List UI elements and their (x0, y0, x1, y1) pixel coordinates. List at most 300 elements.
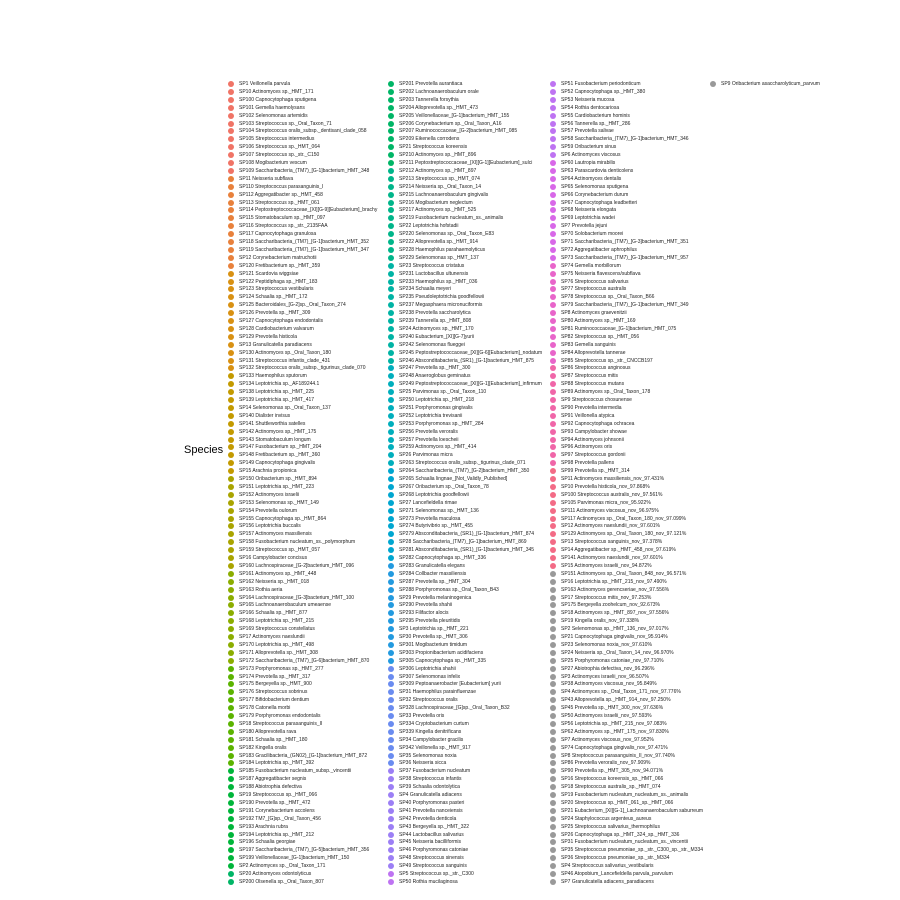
legend-label: SP8 Streptococcus parasanguinis_II_nov_97.740% (561, 752, 675, 759)
legend-label: SP16 Streptococcus koreensis_sp._HMT_066 (561, 776, 664, 783)
legend-label: SP188 Abiotrophia defectiva (239, 784, 302, 791)
legend-label: SP24 Actinomyces sp._HMT_170 (399, 325, 474, 332)
legend-label: SP13 Streptococcus sanguinis_nov_97.378% (561, 539, 663, 546)
legend-label: SP109 Saccharibacteria_(TM7)_[G-1]bacterium_HMT_348 (239, 167, 370, 174)
legend-label: SP238 Prevotella saccharolytica (399, 310, 471, 317)
legend-swatch (228, 389, 234, 395)
legend-label: SP70 Solobacterium moorei (561, 231, 624, 238)
legend-swatch (228, 144, 234, 150)
legend-swatch (388, 373, 394, 379)
legend-swatch (388, 192, 394, 198)
legend-swatch (228, 800, 234, 806)
legend-label: SP282 Capnocytophaga sp._HMT_336 (399, 555, 487, 561)
legend-swatch (550, 318, 556, 324)
legend-swatch (550, 674, 556, 680)
legend-label: SP2 Selenomonas sp._HMT_136_nov_97.017% (561, 626, 669, 633)
legend-swatch (388, 168, 394, 174)
legend-swatch (388, 563, 394, 569)
legend-label: SP15 Actinomyces israelii_nov_94.872% (561, 562, 652, 569)
legend-label: SP40 Porphyromonas pasteri (399, 799, 465, 806)
legend-label: SP242 Selenomonas flueggei (399, 341, 465, 348)
legend-label: SP91 Veillonella atypica (561, 412, 615, 419)
legend-swatch (550, 302, 556, 308)
legend-label: SP24 Neisseria sp._Oral_Taxon_14_nov_96.970% (561, 649, 674, 656)
legend-label: SP158 Fusobacterium nucleatum_ss._polymorphum (239, 539, 356, 546)
legend-swatch (550, 658, 556, 664)
legend-label: SP133 Haemophilus sputorum (239, 373, 307, 380)
legend-label: SP25 Streptococcus salivarius_thermophilus (561, 823, 660, 830)
legend-swatch (550, 808, 556, 814)
legend-swatch (388, 784, 394, 790)
legend-swatch (550, 105, 556, 111)
legend-swatch (550, 839, 556, 845)
legend-label: SP13 Granulicatella paradiacens (239, 341, 312, 348)
legend-label: SP42 Prevotella denticola (399, 815, 457, 822)
legend-label: SP99 Prevotella sp._HMT_314 (561, 468, 630, 475)
legend-label: SP141 Actinomyces naeslundii_nov_97.601% (561, 555, 663, 561)
legend-label: SP3 Actinomyces israelii_nov_96.507% (561, 673, 649, 680)
legend-label: SP119 Saccharibacteria_(TM7)_[G-1]bacterium_HMT_347 (239, 246, 369, 253)
legend-swatch (550, 358, 556, 364)
legend-label: SP129 Prevotella histicola (239, 333, 298, 340)
legend-label: SP293 Filifactor alocis (399, 610, 449, 617)
legend-swatch (228, 595, 234, 601)
legend-swatch (388, 634, 394, 640)
legend-swatch (550, 768, 556, 774)
legend-label: SP249 Peptostreptococcaceae_[XI][G-1][Eubacterium]_infirmum (399, 381, 542, 388)
legend-label: SP4 Granulicatella adiacens (399, 792, 462, 798)
legend-swatch (550, 263, 556, 269)
legend-swatch (388, 618, 394, 624)
legend-label: SP215 Lachnoanaerobaculum gingivalis (399, 191, 489, 198)
legend-swatch (388, 721, 394, 727)
legend-swatch (228, 555, 234, 561)
legend-swatch (550, 697, 556, 703)
legend-swatch (388, 745, 394, 751)
legend-swatch (550, 666, 556, 672)
legend-label: SP36 Streptococcus pneumoniae_sp._str._M334 (561, 855, 670, 862)
legend-label: SP12 Actinomyces naeslundii_nov_97.601% (561, 523, 660, 530)
legend-label: SP101 Gemella haemolysans (239, 104, 305, 111)
legend-label: SP28 Saccharibacteria_(TM7)_[G-1]bacterium_HMT_869 (399, 539, 527, 546)
legend-label: SP265 Schaalia lingnae_[Not_Validly_Published] (399, 476, 508, 482)
legend-label: SP134 Leptotrichia sp._AF189244.1 (239, 381, 320, 388)
legend-label: SP155 Capnocytophaga sp._HMT_864 (239, 515, 327, 522)
legend-swatch (550, 705, 556, 711)
legend-label: SP174 Prevotella sp._HMT_317 (239, 673, 311, 680)
legend-swatch (388, 697, 394, 703)
legend-label: SP268 Leptotrichia goodfellowii (399, 491, 469, 498)
legend-label: SP110 Streptococcus parasanguinis_I (239, 183, 324, 190)
legend-label: SP54 Rothia dentocariosa (561, 104, 620, 111)
legend-label: SP19 Fusobacterium nucleatum_nucleatum_ss._animalis (561, 792, 689, 798)
legend-swatch (550, 231, 556, 237)
legend-label: SP94 Actinomyces johnsonii (561, 436, 624, 443)
legend-label: SP88 Streptococcus mutans (561, 381, 625, 388)
legend-label: SP43 Bergeyella sp._HMT_322 (399, 823, 470, 830)
legend-swatch (388, 642, 394, 648)
legend-swatch (228, 247, 234, 253)
legend-swatch (388, 863, 394, 869)
legend-swatch (550, 579, 556, 585)
legend-swatch (228, 697, 234, 703)
legend-swatch (388, 587, 394, 593)
legend-label: SP127 Capnocytophaga endodontalis (239, 318, 323, 324)
legend-label: SP81 Ruminococcaceae_[G-1]bacterium_HMT_075 (561, 325, 677, 332)
legend-swatch (228, 310, 234, 316)
legend-swatch (228, 531, 234, 537)
legend-swatch (388, 144, 394, 150)
legend-label: SP19 Kingella oralis_nov_97.338% (561, 618, 640, 625)
legend-label: SP30 Prevotella sp._HMT_306 (399, 634, 468, 640)
legend-swatch (388, 421, 394, 427)
legend-swatch (550, 571, 556, 577)
legend-label: SP26 Parvimonas micra (399, 452, 453, 459)
legend-label: SP147 Fusobacterium sp._HMT_204 (239, 444, 322, 451)
legend-swatch (388, 555, 394, 561)
legend-label: SP80 Actinomyces sp._HMT_169 (561, 318, 636, 324)
legend-label: SP20 Streptococcus sp._HMT_061_sp._HMT_066 (561, 799, 674, 806)
legend-swatch (388, 239, 394, 245)
legend-label: SP205 Veillonellaceae_[G-1]bacterium_HMT_155 (399, 112, 510, 119)
legend-label: SP102 Selenomonas artemidis (239, 112, 308, 119)
legend-label: SP237 Megasphaera micronuciformis (399, 302, 483, 309)
legend-label: SP24 Staphylococcus argenteus_aureus (561, 815, 652, 822)
legend-swatch (388, 97, 394, 103)
legend-swatch (228, 468, 234, 474)
legend-swatch (228, 737, 234, 743)
legend-swatch (228, 413, 234, 419)
legend-swatch (550, 294, 556, 300)
legend-label: SP176 Streptococcus sobrinus (239, 689, 308, 696)
legend-swatch (388, 681, 394, 687)
legend-label: SP334 Cryptobacterium curtum (399, 720, 469, 727)
legend-label: SP283 Granulicatella elegans (399, 562, 465, 569)
legend-swatch (228, 255, 234, 261)
legend-swatch (550, 547, 556, 553)
legend-swatch (228, 816, 234, 822)
legend-label: SP156 Leptotrichia buccalis (239, 523, 301, 530)
legend-swatch (388, 247, 394, 253)
legend-label: SP288 Porphyromonas sp._Oral_Taxon_B43 (399, 586, 499, 593)
legend-swatch (388, 792, 394, 798)
legend-swatch (228, 745, 234, 751)
legend-swatch (550, 650, 556, 656)
legend-swatch (228, 97, 234, 103)
legend-swatch (388, 713, 394, 719)
legend-label: SP247 Prevotella sp._HMT_300 (399, 365, 471, 372)
legend-swatch (228, 168, 234, 174)
legend-swatch (388, 476, 394, 482)
legend-label: SP71 Saccharibacteria_(TM7)_[G-3]bacterium_HMT_351 (561, 239, 689, 245)
legend-label: SP74 Capnocytophaga gingivalis_nov_97.471% (561, 744, 668, 751)
legend-label: SP295 Prevotella pleuritidis (399, 618, 461, 625)
legend-label: SP21 Capnocytophaga gingivalis_nov_95.914% (561, 634, 668, 640)
legend-label: SP1 Veillonella parvula (239, 81, 291, 87)
legend-label: SP106 Streptococcus sp._HMT_064 (239, 144, 320, 151)
legend-swatch (228, 381, 234, 387)
legend-label: SP52 Capnocytophaga sp._HMT_380 (561, 88, 646, 95)
legend-label: SP162 Neisseria sp._HMT_018 (239, 578, 310, 585)
legend-label: SP18 Actinomyces sp._HMT_897_nov_97.556% (561, 610, 669, 617)
legend-swatch (228, 89, 234, 95)
legend-label: SP16 Leptotrichia sp._HMT_215_nov_97.490% (561, 578, 667, 585)
legend-label: SP31 Haemophilus parainfluenzae (399, 689, 476, 696)
legend-label: SP253 Porphyromonas sp._HMT_284 (399, 420, 484, 427)
legend-label: SP12 Corynebacterium matruchotii (239, 254, 317, 261)
legend-label: SP148 Fretibacterium sp._HMT_360 (239, 452, 321, 459)
legend-swatch (550, 832, 556, 838)
legend-swatch (710, 81, 716, 87)
legend-swatch (228, 508, 234, 514)
legend-label: SP72 Aggregatibacter aphrophilus (561, 246, 637, 253)
legend-swatch (228, 302, 234, 308)
legend-label: SP57 Prevotella salivae (561, 128, 614, 135)
legend-swatch (228, 579, 234, 585)
legend-swatch (228, 658, 234, 664)
legend-label: SP303 Propionibacterium acidifaciens (399, 649, 484, 656)
legend-label: SP203 Tannerella forsythia (399, 96, 459, 103)
legend-swatch (228, 863, 234, 869)
legend-label: SP140 Dialister invisus (239, 412, 291, 419)
legend-swatch (550, 342, 556, 348)
legend-label: SP220 Selenomonas sp._Oral_Taxon_E83 (399, 231, 495, 238)
legend-label: SP219 Fusobacterium nucleatum_ss._animalis (399, 215, 504, 222)
legend-label: SP194 Leptotrichia sp._HMT_212 (239, 831, 315, 838)
legend-label: SP196 Schaalia georgiae (239, 839, 296, 846)
legend-label: SP17 Actinomyces naeslundii (239, 634, 305, 640)
legend-swatch (550, 326, 556, 332)
legend-label: SP157 Actinomyces massiliensis (239, 531, 312, 538)
legend-label: SP76 Streptococcus salivarius (561, 278, 629, 285)
legend-label: SP251 Porphyromonas gingivalis (399, 404, 473, 411)
legend-swatch (388, 437, 394, 443)
legend-swatch (388, 579, 394, 585)
legend-label: SP4 Actinomyces sp._Oral_Taxon_171_nov_97.776% (561, 689, 681, 696)
legend-label: SP168 Leptotrichia sp._HMT_215 (239, 618, 315, 625)
legend-swatch (388, 318, 394, 324)
legend-swatch (550, 460, 556, 466)
legend-swatch (388, 602, 394, 608)
legend-label: SP213 Streptococcus sp._HMT_074 (399, 175, 480, 182)
legend-swatch (388, 113, 394, 119)
legend-swatch (388, 839, 394, 845)
legend-label: SP103 Streptococcus sp._Oral_Taxon_71 (239, 120, 332, 127)
legend-swatch (550, 531, 556, 537)
legend-label: SP126 Prevotella sp._HMT_309 (239, 310, 311, 317)
legend-label: SP11 Neisseria subflava (239, 175, 294, 182)
legend-swatch (228, 721, 234, 727)
legend-label: SP154 Prevotella oulorum (239, 507, 298, 514)
legend-title: Species (184, 444, 224, 456)
legend-label: SP290 Prevotella shahii (399, 602, 453, 609)
legend-label: SP37 Fusobacterium nucleatum (399, 768, 471, 775)
legend-swatch (228, 81, 234, 87)
legend-swatch (388, 539, 394, 545)
legend-swatch (228, 839, 234, 845)
legend-swatch (388, 760, 394, 766)
legend-label: SP45 Prevotella sp._HMT_300_nov_97.636% (561, 705, 664, 712)
legend-swatch (388, 650, 394, 656)
legend-swatch (388, 389, 394, 395)
legend-label: SP58 Saccharibacteria_(TM7)_[G-1]bacterium_HMT_346 (561, 136, 689, 143)
legend-swatch (550, 784, 556, 790)
legend-label: SP175 Bergeyella sp._HMT_900 (239, 681, 312, 688)
legend-swatch (550, 760, 556, 766)
legend-swatch (388, 468, 394, 474)
legend-swatch (550, 492, 556, 498)
legend-swatch (388, 737, 394, 743)
legend-swatch (228, 666, 234, 672)
legend-label: SP111 Actinomyces viscosus_nov_96.975% (561, 507, 659, 514)
legend-swatch (228, 365, 234, 371)
legend-label: SP152 Actinomyces israelii (239, 491, 300, 498)
legend-label: SP100 Streptococcus australis_nov_97.561% (561, 491, 663, 498)
legend-label: SP14 Selenomonas sp._Oral_Taxon_137 (239, 404, 331, 411)
legend-label: SP301 Mogibacterium timidum (399, 641, 468, 648)
legend-swatch (550, 160, 556, 166)
legend-swatch (228, 350, 234, 356)
legend-label: SP23 Streptococcus cristatus (399, 262, 465, 269)
legend-swatch (228, 713, 234, 719)
legend-swatch (550, 437, 556, 443)
legend-swatch (228, 784, 234, 790)
legend-swatch (550, 871, 556, 877)
legend-label: SP44 Lactobacillus salivarius (399, 831, 464, 838)
legend-swatch (550, 113, 556, 119)
legend-label: SP66 Corynebacterium durum (561, 191, 629, 198)
legend-swatch (228, 326, 234, 332)
legend-swatch (388, 444, 394, 450)
legend-label: SP105 Streptococcus intermedius (239, 136, 315, 143)
legend-swatch (388, 516, 394, 522)
legend-label: SP231 Lactobacillus ultunensis (399, 270, 469, 277)
legend-label: SP130 Actinomyces sp._Oral_Taxon_180 (239, 349, 331, 356)
legend-label: SP17 Streptococcus mitis_nov_97.253% (561, 594, 652, 601)
legend-swatch (388, 800, 394, 806)
legend-label: SP117 Actinomyces sp._Oral_Taxon_180_nov_97.099% (561, 515, 686, 522)
legend-swatch (550, 816, 556, 822)
legend-swatch (388, 326, 394, 332)
legend-swatch (550, 429, 556, 435)
legend-label: SP19 Streptococcus sp._HMT_066 (239, 792, 318, 798)
legend-swatch (228, 539, 234, 545)
legend-swatch (228, 397, 234, 403)
legend-swatch (228, 847, 234, 853)
legend-swatch (550, 610, 556, 616)
legend-label: SP284 Collbacter massiliensis (399, 570, 467, 577)
legend-label: SP31 Fusobacterium nucleatum_nucleatum_ss._vincentii (561, 839, 689, 846)
legend-label: SP74 Gemella morbillorum (561, 262, 621, 269)
legend-swatch (228, 200, 234, 206)
legend-label: SP38 Streptococcus infantis (399, 776, 462, 783)
legend-label: SP92 Capnocytophaga ochracea (561, 420, 635, 427)
legend-swatch (550, 468, 556, 474)
legend-label: SP4 Streptococcus salivarius_vestibularis (561, 863, 654, 870)
legend-label: SP7 Prevotella jejuni (561, 223, 608, 230)
legend-swatch (388, 121, 394, 127)
legend-swatch (550, 176, 556, 182)
legend-swatch (550, 397, 556, 403)
legend-swatch (550, 476, 556, 482)
legend-label: SP339 Kingella denitrificans (399, 728, 462, 735)
legend-label: SP90 Prevotella sp._HMT_305_nov_94.071% (561, 768, 664, 775)
legend-swatch (550, 737, 556, 743)
legend-label: SP274 Butyrivibrio sp._HMT_455 (399, 523, 473, 530)
legend-swatch (550, 444, 556, 450)
legend-swatch (228, 263, 234, 269)
legend-swatch (228, 121, 234, 127)
legend-label: SP115 Stomatobaculum sp._HMT_097 (239, 215, 326, 222)
legend-label: SP169 Streptococcus constellatus (239, 626, 315, 633)
legend-swatch (228, 160, 234, 166)
legend-label: SP27 Abiotrophia defectiva_nov_96.296% (561, 665, 655, 672)
legend-label: SP129 Actinomyces sp._Oral_Taxon_180_nov_97.121% (561, 531, 687, 538)
legend-swatch (388, 294, 394, 300)
legend-label: SP207 Ruminococcaceae_[G-2]bacterium_HMT_085 (399, 128, 518, 135)
legend-swatch (550, 634, 556, 640)
legend-swatch (388, 855, 394, 861)
legend-label: SP114 Peptostreptococcaceae_[XI][G-9][Eubacterium]_brachy (239, 207, 378, 214)
legend-label: SP178 Catonella morbi (239, 705, 291, 712)
legend-label: SP267 Oribacterium sp._Oral_Taxon_78 (399, 483, 489, 490)
legend-swatch (388, 547, 394, 553)
legend-swatch (388, 847, 394, 853)
legend-swatch (228, 421, 234, 427)
legend-swatch (228, 602, 234, 608)
legend-swatch (550, 215, 556, 221)
legend-swatch (228, 618, 234, 624)
legend-label: SP177 Bifidobacterium dentium (239, 697, 310, 704)
legend-swatch (550, 587, 556, 593)
legend-swatch (228, 484, 234, 490)
legend-label: SP234 Schaalia meyeri (399, 286, 451, 293)
legend-label: SP86 Prevotella veroralis_nov_97.909% (561, 760, 651, 767)
legend-swatch (388, 271, 394, 277)
legend-swatch (228, 642, 234, 648)
legend-swatch (388, 729, 394, 735)
legend-swatch (550, 500, 556, 506)
legend-label: SP51 Fusobacterium periodonticum (561, 81, 641, 87)
legend-swatch (388, 365, 394, 371)
legend-label: SP246 Absconditabacteria_(SR1)_[G-1]bacterium_HMT_875 (399, 357, 535, 364)
legend-swatch (550, 255, 556, 261)
legend-swatch (388, 879, 394, 885)
legend-swatch (388, 571, 394, 577)
legend-swatch (388, 871, 394, 877)
legend-swatch (228, 318, 234, 324)
legend-swatch (228, 452, 234, 458)
legend-swatch (388, 231, 394, 237)
legend-label: SP228 Haemophilus parahaemolyticus (399, 246, 486, 253)
legend-swatch (228, 610, 234, 616)
legend-swatch (388, 89, 394, 95)
legend-label: SP171 Alloprevotella sp._HMT_308 (239, 649, 318, 656)
legend-swatch (550, 247, 556, 253)
legend-swatch (228, 492, 234, 498)
legend-label: SP43 Alloprevotella sp._HMT_914_nov_97.250% (561, 697, 671, 704)
legend-swatch (228, 358, 234, 364)
legend-swatch (550, 271, 556, 277)
legend-swatch (228, 871, 234, 877)
legend-swatch (388, 215, 394, 221)
legend-label: SP279 Absconditabacteria_(SR1)_[G-1]bacterium_HMT_874 (399, 531, 535, 538)
legend-label: SP83 Gemella sanguinis (561, 341, 616, 348)
legend-label: SP87 Streptococcus mitis (561, 373, 618, 380)
legend-swatch (550, 824, 556, 830)
legend-label: SP85 Streptococcus sp._str._CNCCB197 (561, 357, 653, 364)
legend-swatch (388, 358, 394, 364)
